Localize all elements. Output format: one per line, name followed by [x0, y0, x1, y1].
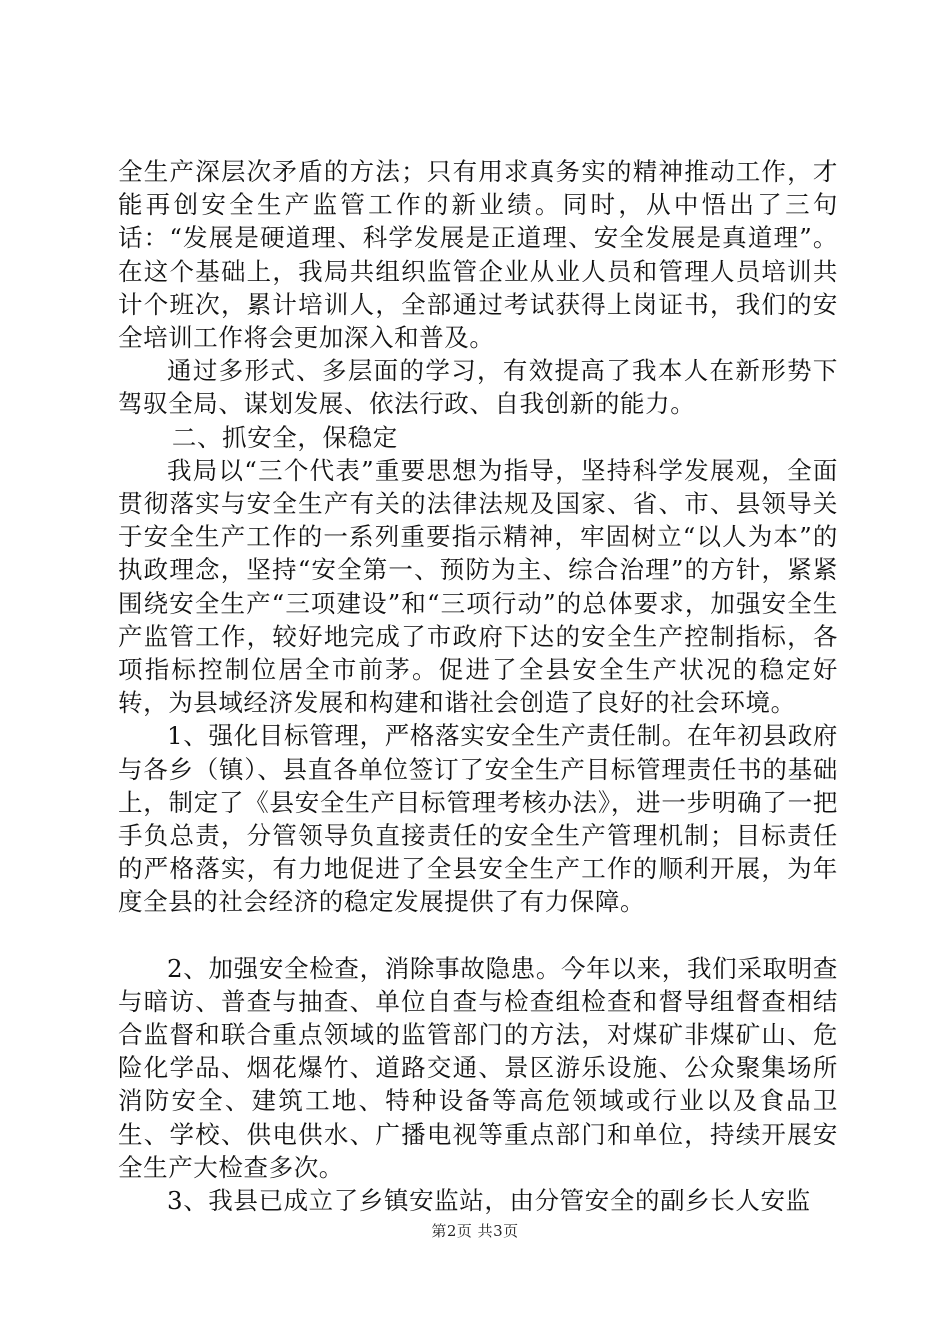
- paragraph-safety-overview: 我局以“三个代表”重要思想为指导，坚持科学发展观，全面贯彻落实与安全生产有关的法律法规及国家、省、市、县领导关于安全生产工作的一系列重要指示精神，牢固树立“以人为本”的执政理念，坚持“安全第一、预防为主、综合治理”的方针，紧紧围绕安全生产“三项建设”和“三项行动”的总体要求，加强安全生产监管工作，较好地完成了市政府下达的安全生产控制指标，各项指标控制位居全市前茅。促进了全县安全生产状况的稳定好转，为县域经济发展和构建和谐社会创造了良好的社会环境。: [118, 455, 838, 718]
- paragraph-learning-outcome: 通过多形式、多层面的学习，有效提高了我本人在新形势下驾驭全局、谋划发展、依法行政、自我创新的能力。: [118, 356, 838, 419]
- paragraph-township-stations: 3、我县已成立了乡镇安监站，由分管安全的副乡长人安监: [167, 1186, 811, 1216]
- paragraph-training-summary: 全生产深层次矛盾的方法；只有用求真务实的精神推动工作，才能再创安全生产监管工作的新业绩。同时，从中悟出了三句话：“发展是硬道理、科学发展是正道理、安全发展是真道理”。在这个基础上，我局共组织监管企业从业人员和管理人员培训共计个班次，累计培训人，全部通过考试获得上岗证书，我们的安全培训工作将会更加深入和普及。: [118, 157, 838, 353]
- paragraph-target-management: 1、强化目标管理，严格落实安全生产责任制。在年初县政府与各乡（镇）、县直各单位签订了安全生产目标管理责任书的基础上，制定了《县安全生产目标管理考核办法》，进一步明确了一把手负总责，分管领导负直接责任的安全生产管理机制；目标责任的严格落实，有力地促进了全县安全生产工作的顺利开展，为年度全县的社会经济的稳定发展提供了有力保障。: [118, 721, 838, 917]
- section-heading-safety: 二、抓安全，保稳定: [171, 422, 398, 452]
- page-footer: 第2页 共3页: [431, 1222, 519, 1240]
- document-body: [118, 155, 838, 1217]
- paragraph-safety-inspection: 2、加强安全检查，消除事故隐患。今年以来，我们采取明查与暗访、普查与抽查、单位自查与检查组检查和督导组督查相结合监督和联合重点领域的监管部门的方法，对煤矿非煤矿山、危险化学品、烟花爆竹、道路交通、景区游乐设施、公众聚集场所消防安全、建筑工地、特种设备等高危领域或行业以及食品卫生、学校、供电供水、广播电视等重点部门和单位，持续开展安全生产大检查多次。: [118, 953, 838, 1182]
